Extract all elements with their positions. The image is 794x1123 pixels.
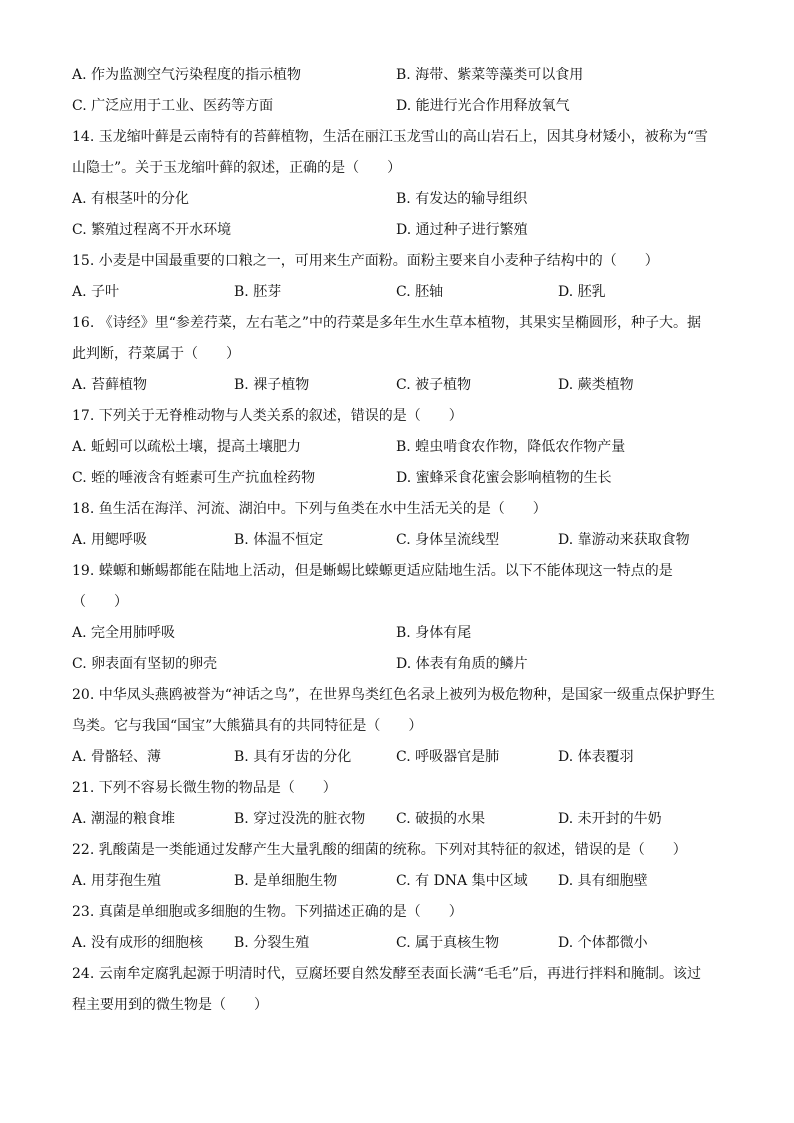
answer-option: A. 蚯蚓可以疏松土壤，提高土壤肥力 <box>72 439 302 455</box>
answer-option: B. 是单细胞生物 <box>234 873 338 889</box>
answer-option: D. 体表覆羽 <box>558 749 634 765</box>
question-text-line: 程主要用到的微生物是（ ） <box>72 997 268 1013</box>
options-row <box>72 184 732 215</box>
answer-option: B. 裸子植物 <box>234 377 310 393</box>
answer-option: C. 呼吸器官是肺 <box>396 749 500 765</box>
question-text-line: 山隐士”。关于玉龙缩叶藓的叙述，正确的是（ ） <box>72 160 402 176</box>
options-row <box>72 804 732 835</box>
answer-option: C. 广泛应用于工业、医药等方面 <box>72 98 274 114</box>
answer-option: D. 通过种子进行繁殖 <box>396 222 528 238</box>
options-row <box>72 432 732 463</box>
answer-option: A. 完全用肺呼吸 <box>72 625 176 641</box>
answer-option: D. 个体都微小 <box>558 935 648 951</box>
options-row <box>72 928 732 959</box>
answer-option: B. 穿过没洗的脏衣物 <box>234 811 366 827</box>
answer-option: B. 胚芽 <box>234 284 282 300</box>
options-row <box>72 463 732 494</box>
options-row <box>72 215 732 246</box>
options-row <box>72 277 732 308</box>
options-row <box>72 525 732 556</box>
answer-option: B. 海带、紫菜等藻类可以食用 <box>396 67 584 83</box>
question-text-line: 20. 中华凤头燕鸥被誉为“神话之鸟”，在世界鸟类红色名录上被列为极危物种，是国家一级重点保护野生 <box>72 687 716 703</box>
answer-option: A. 用鳃呼吸 <box>72 532 148 548</box>
answer-option: C. 繁殖过程离不开水环境 <box>72 222 232 238</box>
question-text-line: 17. 下列关于无脊椎动物与人类关系的叙述，错误的是（ ） <box>72 408 463 424</box>
answer-option: A. 作为监测空气污染程度的指示植物 <box>72 67 302 83</box>
options-row <box>72 370 732 401</box>
answer-option: A. 用芽孢生殖 <box>72 873 162 889</box>
options-row <box>72 91 732 122</box>
options-row <box>72 742 732 773</box>
answer-option: C. 身体呈流线型 <box>396 532 500 548</box>
answer-option: B. 身体有尾 <box>396 625 472 641</box>
answer-option: C. 有 DNA 集中区域 <box>396 873 528 889</box>
answer-option: C. 蛭的唾液含有蛭素可生产抗血栓药物 <box>72 470 316 486</box>
answer-option: D. 靠游动来获取食物 <box>558 532 690 548</box>
question-text-line: （ ） <box>72 594 128 610</box>
answer-option: C. 卵表面有坚韧的卵壳 <box>72 656 218 672</box>
question-text-line: 18. 鱼生活在海洋、河流、湖泊中。下列与鱼类在水中生活无关的是（ ） <box>72 501 547 517</box>
options-row <box>72 866 732 897</box>
answer-option: B. 蝗虫啃食农作物，降低农作物产量 <box>396 439 626 455</box>
answer-option: B. 具有牙齿的分化 <box>234 749 352 765</box>
answer-option: D. 能进行光合作用释放氧气 <box>396 98 570 114</box>
answer-option: C. 被子植物 <box>396 377 472 393</box>
answer-option: D. 蜜蜂采食花蜜会影响植物的生长 <box>396 470 612 486</box>
answer-option: A. 有根茎叶的分化 <box>72 191 190 207</box>
question-text-line: 22. 乳酸菌是一类能通过发酵产生大量乳酸的细菌的统称。下列对其特征的叙述，错误的是（ ） <box>72 842 687 858</box>
answer-option: A. 骨骼轻、薄 <box>72 749 162 765</box>
answer-option: D. 具有细胞壁 <box>558 873 648 889</box>
question-text-line: 16. 《诗经》里“参差荇菜，左右芼之”中的荇菜是多年生水生草本植物，其果实呈椭圆形，种子大。据 <box>72 315 702 331</box>
answer-option: C. 属于真核生物 <box>396 935 500 951</box>
answer-option: A. 没有成形的细胞核 <box>72 935 204 951</box>
answer-option: C. 胚轴 <box>396 284 444 300</box>
question-text-line: 鸟类。它与我国“国宝”大熊猫具有的共同特征是（ ） <box>72 718 423 734</box>
options-row <box>72 618 732 649</box>
answer-option: B. 有发达的输导组织 <box>396 191 528 207</box>
question-text-line: 14. 玉龙缩叶藓是云南特有的苔藓植物，生活在丽江玉龙雪山的高山岩石上，因其身材矮小，被称为“雪 <box>72 129 708 145</box>
question-text-line: 23. 真菌是单细胞或多细胞的生物。下列描述正确的是（ ） <box>72 904 463 920</box>
answer-option: B. 体温不恒定 <box>234 532 324 548</box>
answer-option: A. 潮湿的粮食堆 <box>72 811 176 827</box>
answer-option: D. 体表有角质的鳞片 <box>396 656 528 672</box>
answer-option: A. 子叶 <box>72 284 120 300</box>
answer-option: B. 分裂生殖 <box>234 935 310 951</box>
question-text-line: 21. 下列不容易长微生物的物品是（ ） <box>72 780 337 796</box>
question-text-line: 24. 云南牟定腐乳起源于明清时代，豆腐坯要自然发酵至表面长满“毛毛”后，再进行拌料和腌制。该过 <box>72 966 702 982</box>
options-row <box>72 60 732 91</box>
answer-option: C. 破损的水果 <box>396 811 486 827</box>
question-text-line: 此判断，荇菜属于（ ） <box>72 346 240 362</box>
answer-option: D. 未开封的牛奶 <box>558 811 662 827</box>
question-text-line: 19. 蝾螈和蜥蜴都能在陆地上活动，但是蜥蜴比蝾螈更适应陆地生活。以下不能体现这一特点的是 <box>72 563 673 579</box>
exam-page <box>72 60 732 1021</box>
answer-option: A. 苔藓植物 <box>72 377 148 393</box>
answer-option: D. 蕨类植物 <box>558 377 634 393</box>
question-text-line: 15. 小麦是中国最重要的口粮之一，可用来生产面粉。面粉主要来自小麦种子结构中的（ ） <box>72 253 659 269</box>
options-row <box>72 649 732 680</box>
answer-option: D. 胚乳 <box>558 284 606 300</box>
